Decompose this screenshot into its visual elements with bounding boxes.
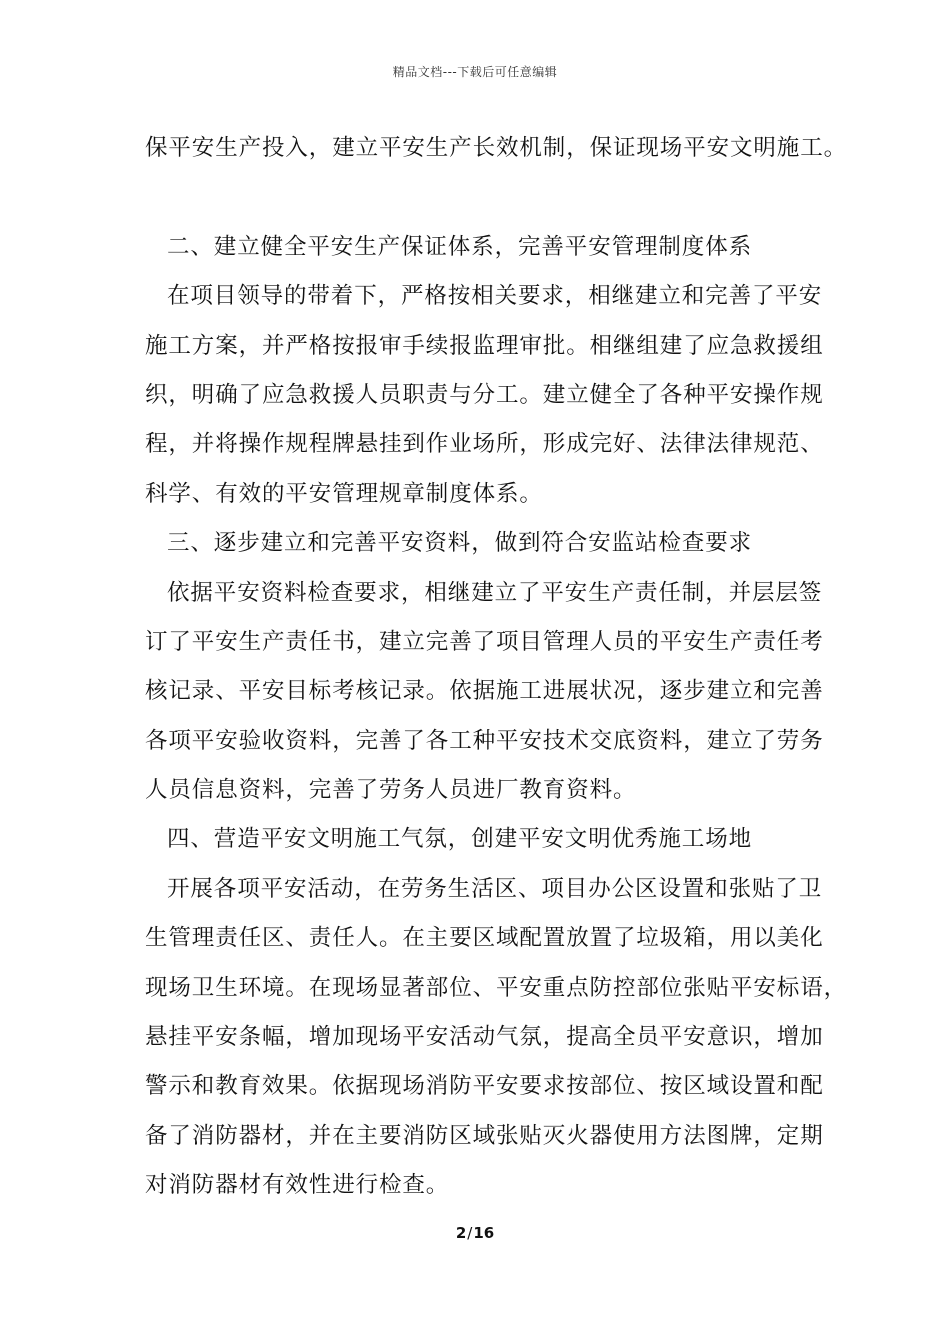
text-line: 三、逐步建立和完善平安资料，做到符合安监站检查要求 — [167, 530, 753, 557]
total-pages: 16 — [473, 1224, 495, 1242]
current-page: 2 — [455, 1224, 467, 1242]
text-line: 开展各项平安活动，在劳务生活区、项目办公区设置和张贴了卫 — [167, 875, 823, 902]
page-separator: / — [467, 1224, 473, 1242]
text-line: 依据平安资料检查要求，相继建立了平安生产责任制，并层层签 — [167, 579, 823, 606]
text-line: 对消防器材有效性进行检查。 — [145, 1172, 450, 1199]
page-number — [0, 1224, 950, 1242]
text-line: 核记录、平安目标考核记录。依据施工进展状况，逐步建立和完善 — [145, 678, 824, 705]
page-header: 精品文档---下载后可任意编辑 — [392, 65, 558, 79]
text-line: 现场卫生环境。在现场显著部位、平安重点防控部位张贴平安标语， — [145, 974, 848, 1001]
blank-line — [145, 173, 825, 222]
text-line: 在项目领导的带着下，严格按相关要求，相继建立和完善了平安 — [167, 283, 823, 310]
document-body — [145, 124, 848, 1211]
text-line: 备了消防器材，并在主要消防区域张贴灭火器使用方法图牌，定期 — [145, 1122, 824, 1149]
text-line: 生管理责任区、责任人。在主要区域配置放置了垃圾箱，用以美化 — [145, 925, 824, 952]
text-line: 订了平安生产责任书，建立完善了项目管理人员的平安生产责任考 — [145, 628, 824, 655]
text-line: 程，并将操作规程牌悬挂到作业场所，形成完好、法律法律规范、 — [145, 431, 824, 458]
text-line: 施工方案，并严格按报审手续报监理审批。相继组建了应急救援组 — [145, 332, 824, 359]
text-line: 科学、有效的平安管理规章制度体系。 — [145, 480, 543, 507]
text-line: 人员信息资料，完善了劳务人员进厂教育资料。 — [145, 777, 637, 804]
text-line: 二、建立健全平安生产保证体系，完善平安管理制度体系 — [167, 233, 753, 260]
text-line: 悬挂平安条幅，增加现场平安活动气氛，提高全员平安意识，增加 — [145, 1024, 824, 1051]
text-line: 保平安生产投入，建立平安生产长效机制，保证现场平安文明施工。 — [145, 135, 848, 161]
text-line: 警示和教育效果。依据现场消防平安要求按部位、按区域设置和配 — [145, 1073, 824, 1100]
text-line: 四、营造平安文明施工气氛，创建平安文明优秀施工场地 — [167, 826, 753, 853]
text-line: 各项平安验收资料，完善了各工种平安技术交底资料，建立了劳务 — [145, 727, 824, 754]
text-line: 织，明确了应急救援人员职责与分工。建立健全了各种平安操作规 — [145, 381, 824, 408]
